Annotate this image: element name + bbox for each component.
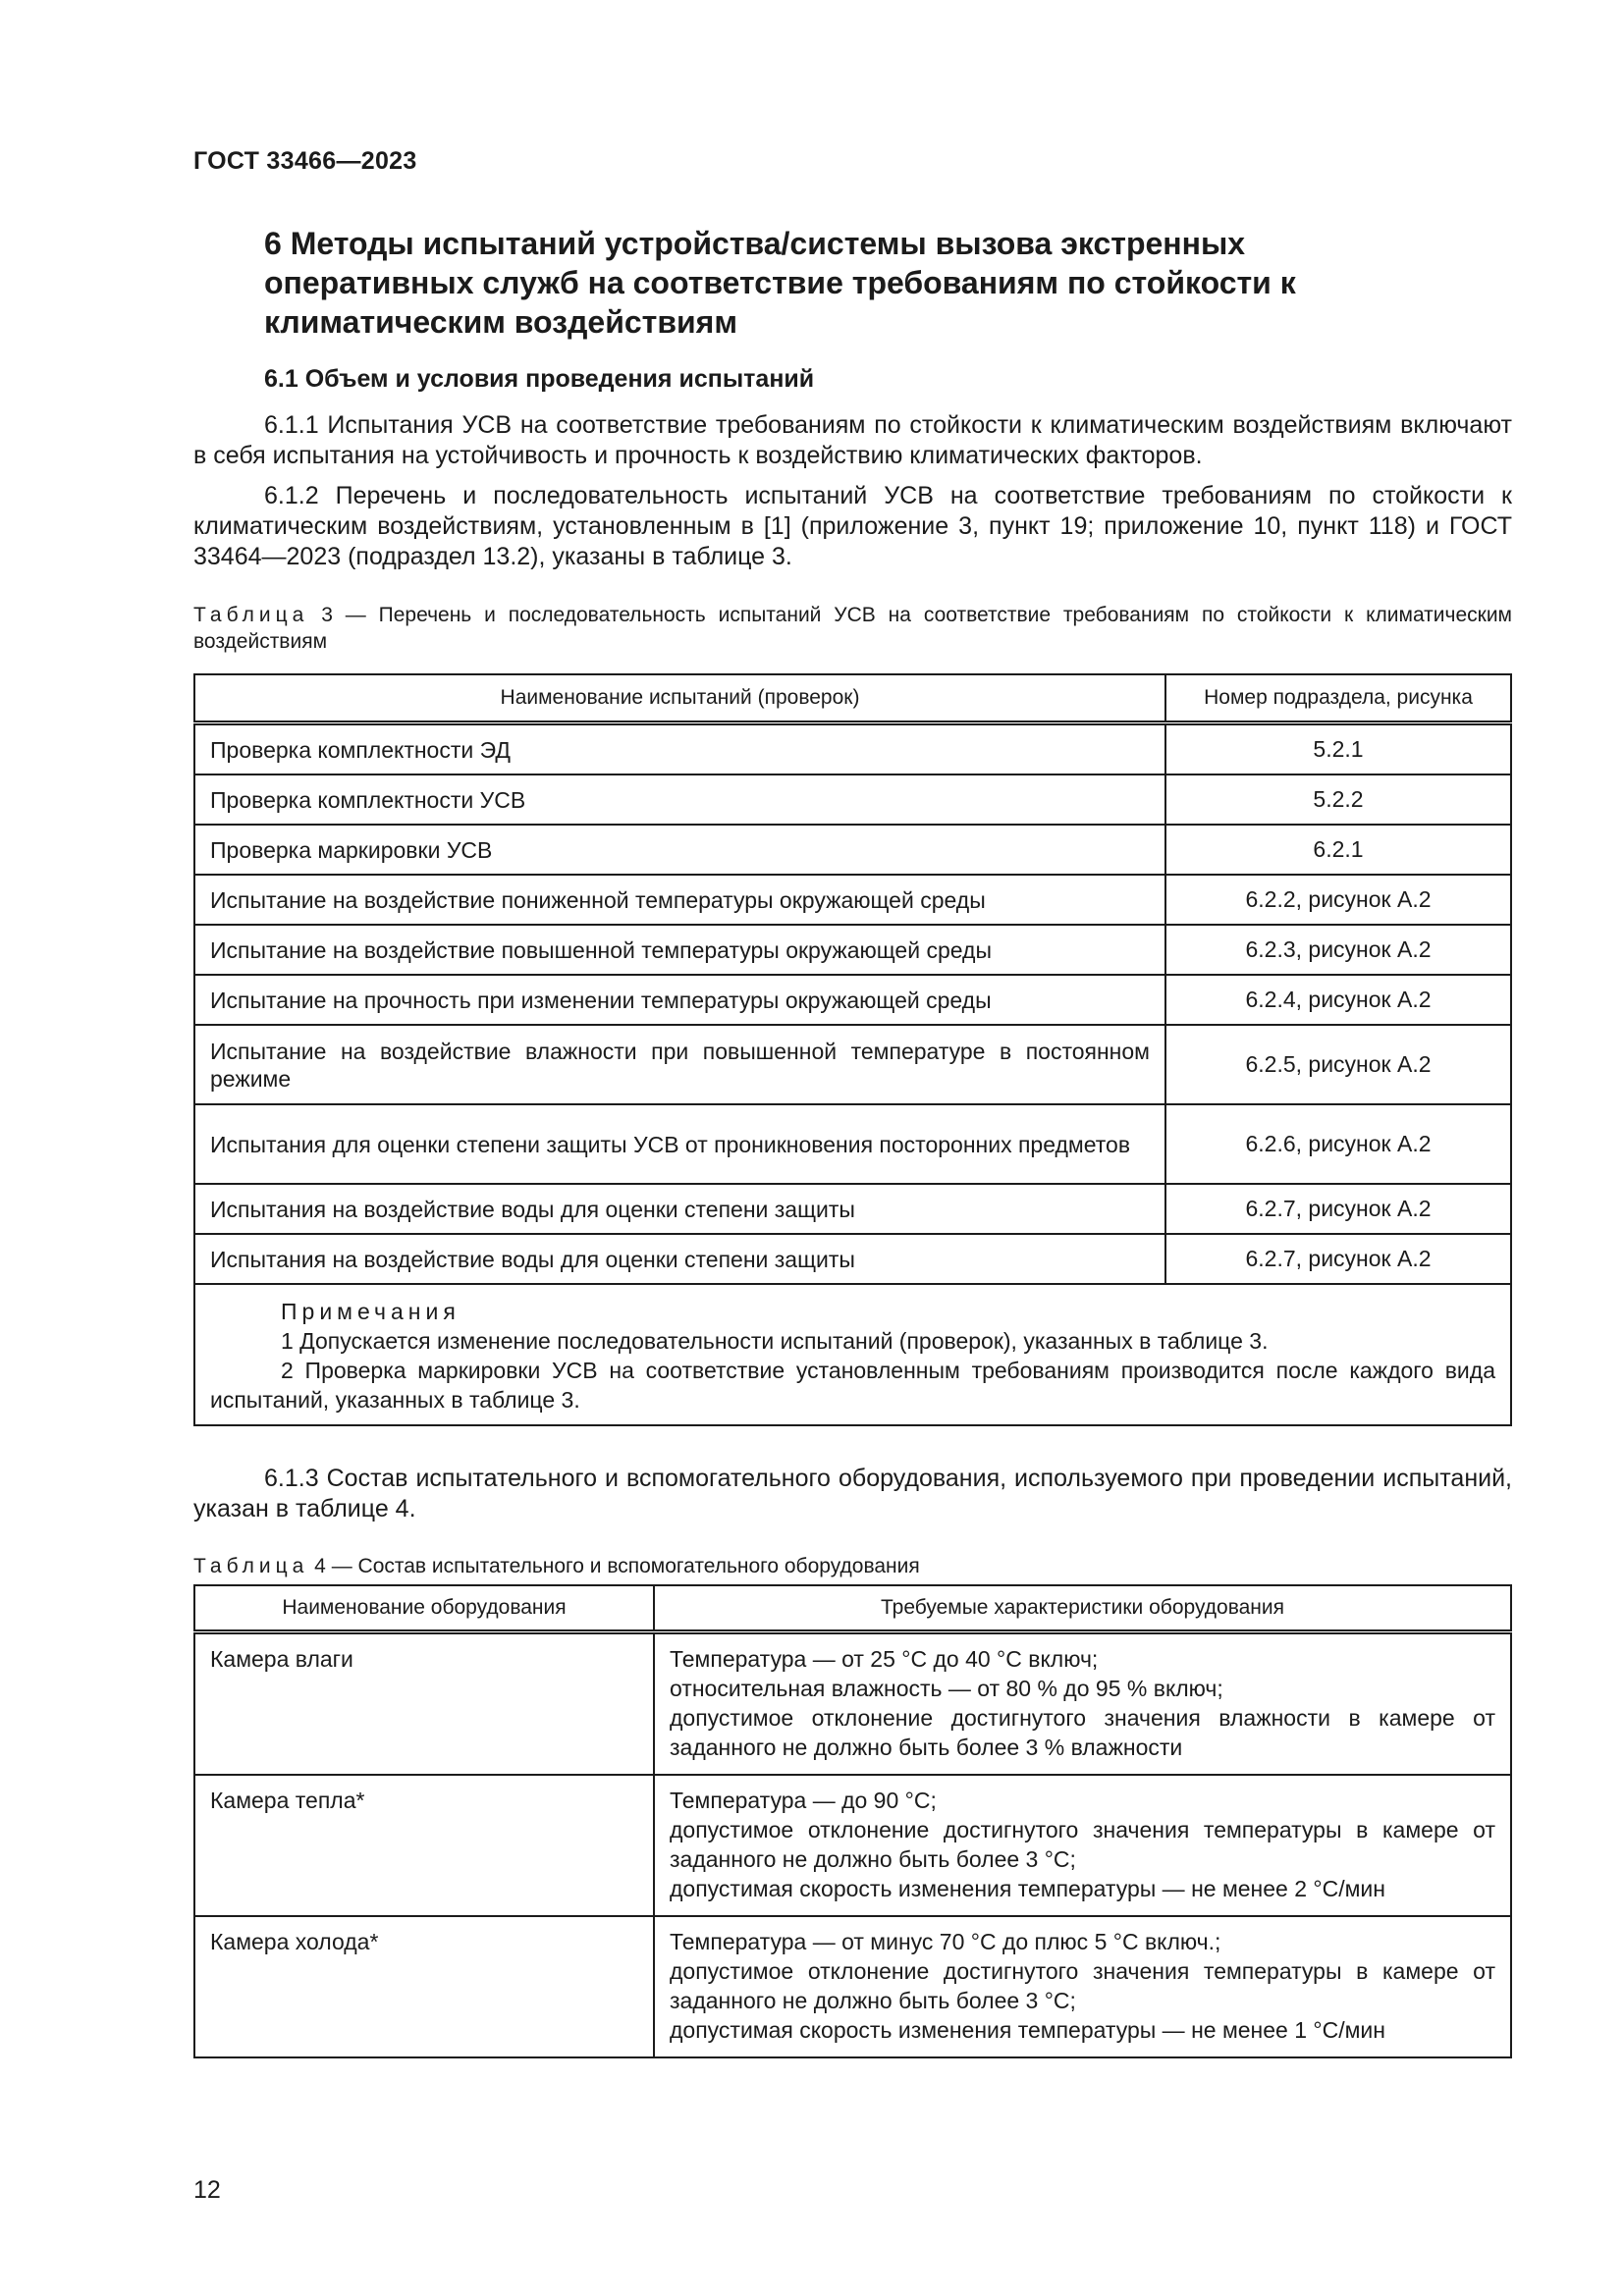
table4-label: Таблица [193, 1555, 309, 1577]
equipment-name: Камера тепла* [194, 1775, 654, 1916]
paragraph-6-1-1: 6.1.1 Испытания УСВ на соответствие требованиям по стойкости к климатическим воздействиям включают в себя испытания на устойчивость и прочность к воздействию климатических факторов. [193, 411, 1512, 469]
test-ref: 6.2.5, рисунок А.2 [1165, 1025, 1511, 1104]
table-row [194, 1916, 1511, 2057]
table-row [194, 1234, 1511, 1284]
test-ref: 6.2.7, рисунок А.2 [1165, 1184, 1511, 1234]
note-2: 2 Проверка маркировки УСВ на соответствие установленным требованиям производится после каждого вида испытаний, указанных в таблице 3. [210, 1358, 1495, 1413]
table-row [194, 875, 1511, 925]
table-row [194, 1632, 1511, 1776]
equipment-spec [654, 1632, 1511, 1776]
table-row [194, 925, 1511, 975]
test-ref: 6.2.4, рисунок А.2 [1165, 975, 1511, 1025]
spec-line: допустимое отклонение достигнутого значения температуры в камере от заданного не должно быть более 3 °С; [670, 1817, 1495, 1872]
table-row [194, 1104, 1511, 1184]
test-name: Испытания для оценки степени защиты УСВ от проникновения посторонних предметов [194, 1104, 1165, 1184]
spec-line: допустимое отклонение достигнутого значения влажности в камере от заданного не должно быть более 3 % влажности [670, 1705, 1495, 1760]
paragraph-6-1-2: 6.1.2 Перечень и последовательность испытаний УСВ на соответствие требованиям по стойкости к климатическим воздействиям, установленным в [1] (приложение 3, пункт 19; приложение 10, пункт 118) и ГОСТ 33464—2023 (подраздел 13.2), указаны в таблице 3. [193, 482, 1512, 570]
table-3 [193, 673, 1512, 1426]
spec-line: допустимая скорость изменения температуры — не менее 1 °С/мин [670, 2017, 1385, 2043]
equipment-name: Камера влаги [194, 1632, 654, 1776]
test-name: Испытание на воздействие повышенной температуры окружающей среды [194, 925, 1165, 975]
page-number: 12 [193, 2176, 221, 2204]
test-name: Проверка комплектности УСВ [194, 774, 1165, 825]
spec-line: Температура — от 25 °С до 40 °С включ; [670, 1646, 1099, 1672]
column-header-spec: Требуемые характеристики оборудования [654, 1585, 1511, 1632]
test-ref: 6.2.7, рисунок А.2 [1165, 1234, 1511, 1284]
section-title: 6 Методы испытаний устройства/системы вызова экстренных оперативных служб на соответствие требованиям по стойкости к климатическим воздействиям [264, 226, 1296, 340]
subsection-title: 6.1 Объем и условия проведения испытаний [264, 365, 815, 393]
table4-caption [193, 1553, 1512, 1579]
spec-line: относительная влажность — от 80 % до 95 % включ; [670, 1676, 1223, 1701]
test-name: Испытания на воздействие воды для оценки степени защиты [194, 1234, 1165, 1284]
equipment-spec [654, 1775, 1511, 1916]
test-name: Испытание на прочность при изменении температуры окружающей среды [194, 975, 1165, 1025]
table3-label: Таблица [193, 604, 309, 626]
table-row [194, 1184, 1511, 1234]
column-header-name: Наименование испытаний (проверок) [194, 674, 1165, 723]
table-row [194, 825, 1511, 875]
equipment-name: Камера холода* [194, 1916, 654, 2057]
spec-line: Температура — до 90 °С; [670, 1788, 937, 1813]
table-notes-row [194, 1284, 1511, 1425]
table-header-row [194, 1585, 1511, 1632]
spec-line: допустимое отклонение достигнутого значения температуры в камере от заданного не должно быть более 3 °С; [670, 1958, 1495, 2013]
table4-caption-text: 4 — Состав испытательного и вспомогательного оборудования [308, 1555, 920, 1577]
table-row [194, 774, 1511, 825]
column-header-equipment: Наименование оборудования [194, 1585, 654, 1632]
table3-caption [193, 602, 1512, 655]
test-ref: 6.2.1 [1165, 825, 1511, 875]
test-ref: 5.2.1 [1165, 723, 1511, 775]
test-name: Испытание на воздействие влажности при повышенной температуре в постоянном режиме [194, 1025, 1165, 1104]
table-row [194, 975, 1511, 1025]
notes-title: Примечания [281, 1299, 460, 1324]
spec-line: допустимая скорость изменения температуры — не менее 2 °С/мин [670, 1876, 1385, 1901]
table-row [194, 1775, 1511, 1916]
test-ref: 6.2.2, рисунок А.2 [1165, 875, 1511, 925]
paragraph-6-1-3: 6.1.3 Состав испытательного и вспомогательного оборудования, используемого при проведении испытаний, указан в таблице 4. [193, 1465, 1512, 1522]
test-ref: 6.2.6, рисунок А.2 [1165, 1104, 1511, 1184]
table3-caption-text: 3 — Перечень и последовательность испытаний УСВ на соответствие требованиям по стойкости к климатическим воздействиям [193, 604, 1512, 653]
table-notes [194, 1284, 1511, 1425]
test-name: Испытание на воздействие пониженной температуры окружающей среды [194, 875, 1165, 925]
table-row [194, 1025, 1511, 1104]
test-ref: 6.2.3, рисунок А.2 [1165, 925, 1511, 975]
note-1: 1 Допускается изменение последовательности испытаний (проверок), указанных в таблице 3. [281, 1328, 1269, 1354]
standard-code: ГОСТ 33466—2023 [193, 147, 417, 175]
test-ref: 5.2.2 [1165, 774, 1511, 825]
table-4 [193, 1584, 1512, 2058]
test-name: Проверка маркировки УСВ [194, 825, 1165, 875]
table-header-row [194, 674, 1511, 723]
table-row [194, 723, 1511, 775]
equipment-spec [654, 1916, 1511, 2057]
column-header-ref: Номер подраздела, рисунка [1165, 674, 1511, 723]
test-name: Испытания на воздействие воды для оценки степени защиты [194, 1184, 1165, 1234]
spec-line: Температура — от минус 70 °С до плюс 5 °С включ.; [670, 1929, 1221, 1954]
test-name: Проверка комплектности ЭД [194, 723, 1165, 775]
